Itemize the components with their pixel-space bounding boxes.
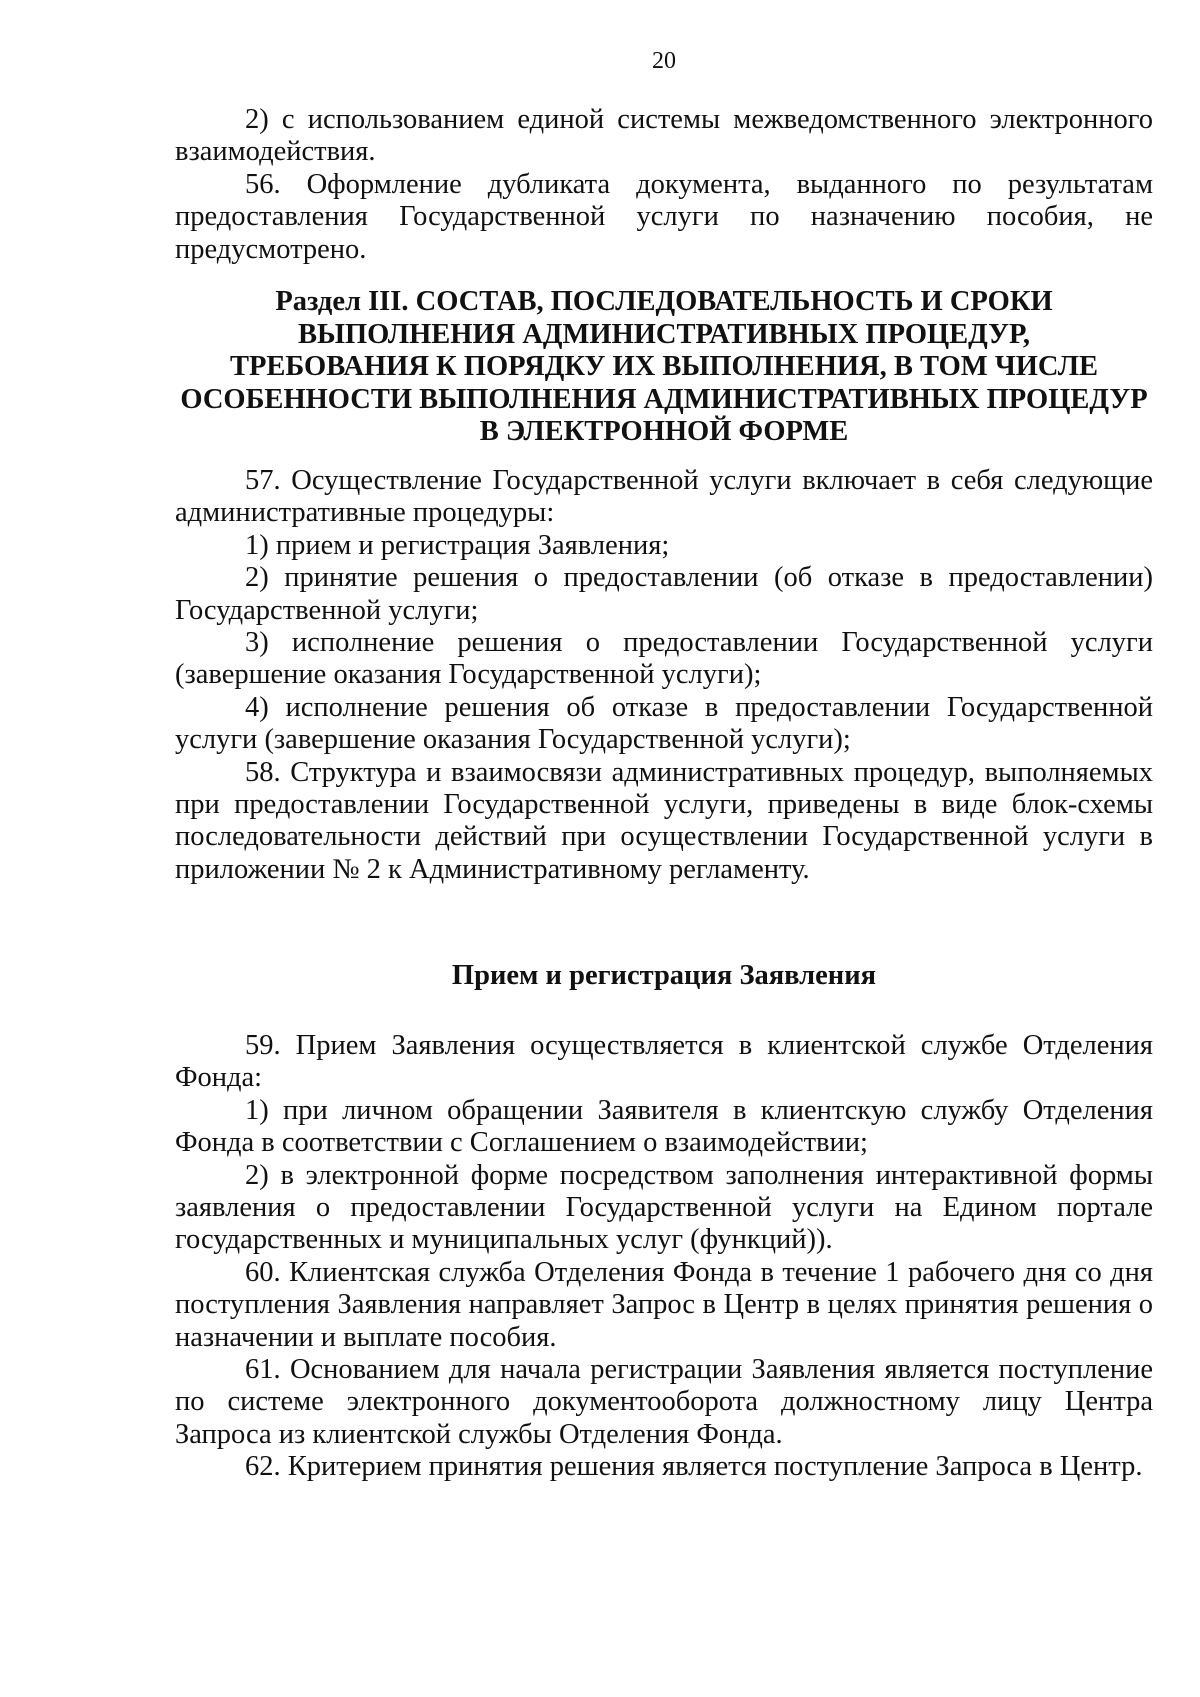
paragraph: 1) при личном обращении Заявителя в клиентскую службу Отделения Фонда в соответствии с Соглашением о взаимодействии;: [175, 1094, 1153, 1159]
paragraph: 2) в электронной форме посредством заполнения интерактивной формы заявления о предоставлении Государственной услуги на Едином портале государственных и муниципальных услуг (функций)).: [175, 1159, 1153, 1256]
paragraph: 3) исполнение решения о предоставлении Государственной услуги (завершение оказания Государственной услуги);: [175, 627, 1153, 691]
section-heading-line: Раздел III. СОСТАВ, ПОСЛЕДОВАТЕЛЬНОСТЬ И СРОКИ: [275, 286, 1053, 317]
text-block-1: [175, 104, 1153, 266]
paragraph: 1) прием и регистрация Заявления;: [245, 529, 670, 561]
text-block-2: [175, 465, 1153, 886]
paragraph: 4) исполнение решения об отказе в предоставлении Государственной услуги (завершение оказания Государственной услуги);: [175, 691, 1153, 756]
paragraph: 61. Основанием для начала регистрации Заявления является поступление по системе электронного документооборота должностному лицу Центра Запроса из клиентской службы Отделения Фонда.: [175, 1354, 1153, 1450]
paragraph: 62. Критерием принятия решения является поступление Запроса в Центр.: [245, 1451, 1143, 1483]
subheading: Прием и регистрация Заявления: [451, 960, 877, 991]
section-heading-line: ТРЕБОВАНИЯ К ПОРЯДКУ ИХ ВЫПОЛНЕНИЯ, В ТОМ ЧИСЛЕ: [229, 351, 1099, 382]
paragraph: 60. Клиентская служба Отделения Фонда в течение 1 рабочего дня со дня поступления Заявления направляет Запрос в Центр в целях принятия решения о назначении и выплате пособия.: [175, 1256, 1153, 1353]
paragraph: 2) с использованием единой системы межведомственного электронного взаимодействия.: [175, 104, 1153, 168]
section-heading-line: ОСОБЕННОСТИ ВЫПОЛНЕНИЯ АДМИНИСТРАТИВНЫХ ПРОЦЕДУР: [180, 383, 1148, 415]
paragraph: 56. Оформление дубликата документа, выданного по результатам предоставления Государственной услуги по назначению пособия, не предусмотрено.: [175, 168, 1153, 265]
section-heading-line: ВЫПОЛНЕНИЯ АДМИНИСТРАТИВНЫХ ПРОЦЕДУР,: [297, 318, 1031, 350]
paragraph: 2) принятие решения о предоставлении (об отказе в предоставлении) Государственной услуги;: [175, 562, 1153, 626]
paragraph: 59. Прием Заявления осуществляется в клиентской службе Отделения Фонда:: [175, 1030, 1153, 1094]
section-heading: [175, 286, 1153, 449]
section-heading-line: В ЭЛЕКТРОННОЙ ФОРМЕ: [479, 416, 849, 447]
text-block-3: [175, 1030, 1153, 1484]
page-number: 20: [652, 48, 676, 74]
paragraph: 58. Структура и взаимосвязи административных процедур, выполняемых при предоставлении Государственной услуги, приведены в виде блок-схемы последовательности действий при осуществлении Государственной услуги в приложении № 2 к Административному регламенту.: [175, 756, 1153, 885]
paragraph: 57. Осуществление Государственной услуги включает в себя следующие административные процедуры:: [175, 465, 1153, 529]
